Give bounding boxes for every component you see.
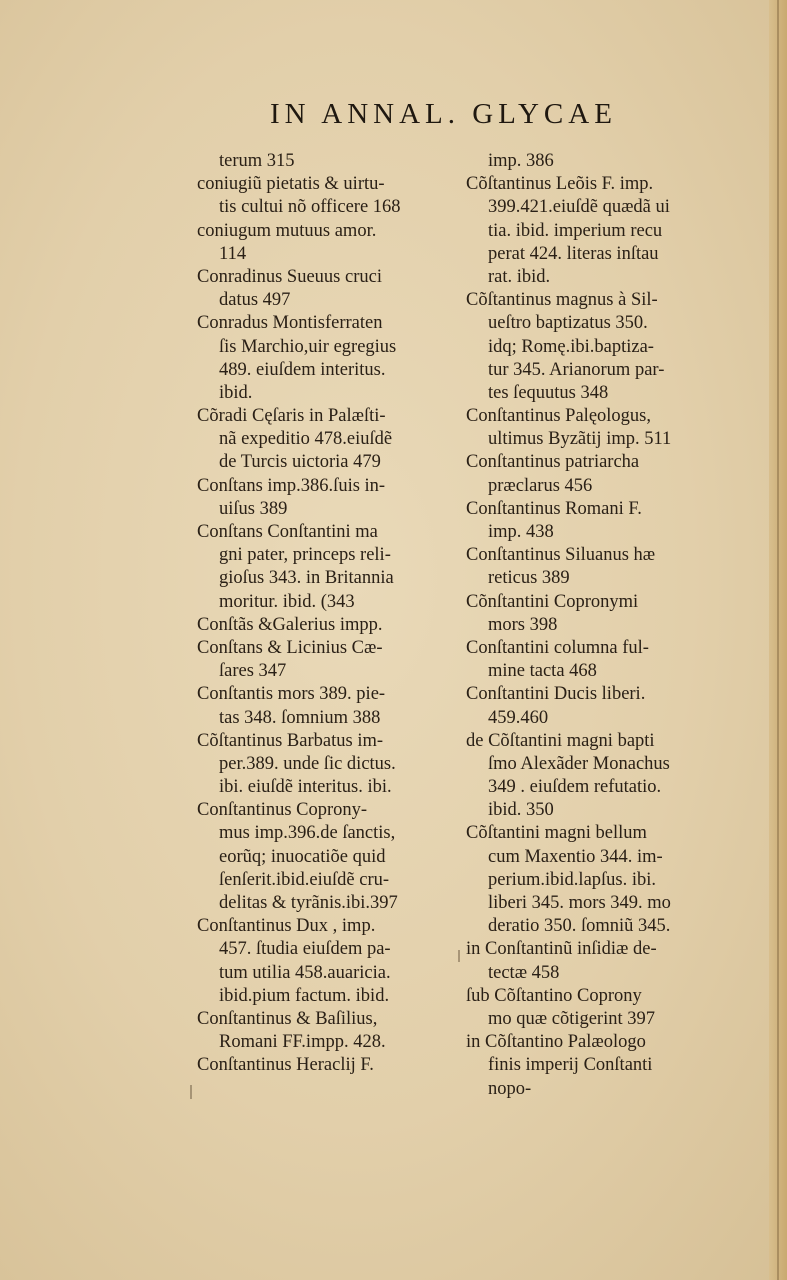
index-entry-line: moritur. ibid. (343 <box>219 591 355 612</box>
index-entry-line: Conſtans imp.386.ſuis in- <box>197 475 386 496</box>
index-entry-line: nopo- <box>488 1078 532 1099</box>
index-entry-line: 489. eiuſdem interitus. <box>219 359 386 380</box>
index-entry-line: finis imperij Conſtanti <box>488 1055 653 1076</box>
index-entry-line: ibi. eiuſdẽ interitus. ibi. <box>219 777 392 798</box>
index-entry-line: ſmo Alexãder Monachus <box>488 753 670 774</box>
index-entry-line: Conſtantini Ducis liberi. <box>466 684 646 705</box>
index-entry-line: cum Maxentio 344. im- <box>488 846 663 867</box>
index-entry-line: terum 315 <box>219 151 295 171</box>
ink-mark <box>190 1085 192 1099</box>
index-entry-line: in Cõſtantino Palæologo <box>466 1032 646 1053</box>
index-column-left <box>197 150 452 1078</box>
index-entry-line: Cõradi Cęſaris in Palæſti- <box>197 406 386 427</box>
index-entry-line: tum utilia 458.auaricia. <box>219 962 391 983</box>
index-entry-line: tur 345. Arianorum par- <box>488 359 665 380</box>
index-entry-line: ueſtro baptizatus 350. <box>488 313 648 334</box>
index-entry-line: rat. ibid. <box>488 266 551 287</box>
index-entry-line: Conſtantinus Dux , imp. <box>197 916 376 937</box>
index-entry-line: 114 <box>219 243 247 264</box>
index-entry-line: gioſus 343. in Britannia <box>219 568 394 589</box>
index-entry-line: ibid.pium factum. ibid. <box>219 985 390 1006</box>
index-entry-line: mo quæ cõtigerint 397 <box>488 1008 655 1029</box>
index-entry-line: Conſtãs &Galerius impp. <box>197 614 383 635</box>
index-entry-line: coniugiũ pietatis & uirtu- <box>197 174 385 195</box>
index-entry-line: gni pater, princeps reli- <box>219 545 391 566</box>
index-entry-line: Conſtantinus Palęologus, <box>466 406 651 427</box>
index-entry-line: idq; Romę.ibi.baptiza- <box>488 336 654 357</box>
index-entry-line: de Turcis uictoria 479 <box>219 452 381 473</box>
index-entry-line: tectæ 458 <box>488 962 560 983</box>
index-entry-line: uiſus 389 <box>219 498 288 519</box>
index-entry-line: eorũq; inuocatiõe quid <box>219 846 386 867</box>
index-entry-line: tas 348. ſomnium 388 <box>219 707 381 728</box>
index-entry-line: tia. ibid. imperium recu <box>488 220 663 241</box>
index-entry-line: Romani FF.impp. 428. <box>219 1032 386 1053</box>
index-entry-line: tes ſequutus 348 <box>488 382 609 403</box>
index-entry-line: 457. ſtudia eiuſdem pa- <box>219 939 391 960</box>
index-entry-line: ſenſerit.ibid.eiuſdẽ cru- <box>219 869 390 890</box>
index-entry-line: perium.ibid.lapſus. ibi. <box>488 869 657 890</box>
index-entry-line: 349 . eiuſdem refutatio. <box>488 777 662 798</box>
index-entry-line: ultimus Byzãtij imp. 511 <box>488 429 672 450</box>
page-edge-line <box>777 0 779 1280</box>
index-entry-line: 399.421.eiuſdẽ quædã ui <box>488 197 670 218</box>
index-entry-line: imp. 438 <box>488 522 554 542</box>
index-entry-line: datus 497 <box>219 290 291 311</box>
index-entry-line: Cõſtantinus Barbatus im- <box>197 730 384 751</box>
index-entry-line: Conradinus Sueuus cruci <box>197 266 382 287</box>
index-entry-line: mors 398 <box>488 614 558 635</box>
index-entry-line: Cõſtantinus magnus à Sil- <box>466 290 658 311</box>
index-entry-line: coniugum mutuus amor. <box>197 220 377 241</box>
index-entry-line: Conſtantinus Romani F. <box>466 498 642 519</box>
index-entry-line: imp. 386 <box>488 151 554 171</box>
index-entry-line: Conradus Montisferraten <box>197 313 383 334</box>
index-entry-line: ſares 347 <box>219 661 287 682</box>
running-header: IN ANNAL. GLYCAE <box>270 98 617 130</box>
index-entry-line: in Conſtantinũ inſidiæ de- <box>466 939 657 960</box>
index-entry-line: ibid. 350 <box>488 800 554 821</box>
ink-mark <box>458 950 460 962</box>
index-entry-line: 459.460 <box>488 707 549 728</box>
index-entry-line: de Cõſtantini magni bapti <box>466 730 655 751</box>
index-entry-line: Cõſtantinus Leõis F. imp. <box>466 174 654 195</box>
index-entry-line: mus imp.396.de ſanctis, <box>219 823 396 844</box>
index-entry-line: Conſtans & Licinius Cæ- <box>197 637 383 658</box>
index-entry-line: Conſtantinus & Baſilius, <box>197 1008 378 1029</box>
index-entry-line: Conſtantini columna ful- <box>466 637 649 658</box>
index-entry-line: delitas & tyrãnis.ibi.397 <box>219 893 398 913</box>
index-entry-line: per.389. unde ſic dictus. <box>219 753 396 774</box>
index-entry-line: Conſtantinus patriarcha <box>466 452 640 473</box>
index-entry-line: deratio 350. ſomniũ 345. <box>488 916 671 937</box>
index-entry-line: præclarus 456 <box>488 475 593 496</box>
index-entry-line: Conſtantinus Heraclij F. <box>197 1055 374 1076</box>
index-entry-line: ſub Cõſtantino Coprony <box>466 985 642 1006</box>
index-column-right <box>466 150 728 1101</box>
index-entry-line: Conſtantinus Siluanus hæ <box>466 545 656 566</box>
index-entry-line: ibid. <box>219 382 253 403</box>
index-entry-line: Conſtantinus Coprony- <box>197 800 368 821</box>
index-entry-line: Conſtans Conſtantini ma <box>197 522 378 542</box>
index-entry-line: ſis Marchio,uir egregius <box>219 336 397 357</box>
index-entry-line: mine tacta 468 <box>488 661 597 682</box>
index-entry-line: reticus 389 <box>488 568 570 589</box>
index-entry-line: nã expeditio 478.eiuſdẽ <box>219 429 393 450</box>
index-entry-line: liberi 345. mors 349. mo <box>488 893 671 913</box>
index-entry-line: tis cultui nõ officere 168 <box>219 197 401 218</box>
index-entry-line: Cõnſtantini Copronymi <box>466 591 639 612</box>
index-entry-line: Conſtantis mors 389. pie- <box>197 684 386 705</box>
index-entry-line: perat 424. literas inſtau <box>488 243 659 264</box>
index-entry-line: Cõſtantini magni bellum <box>466 823 647 844</box>
